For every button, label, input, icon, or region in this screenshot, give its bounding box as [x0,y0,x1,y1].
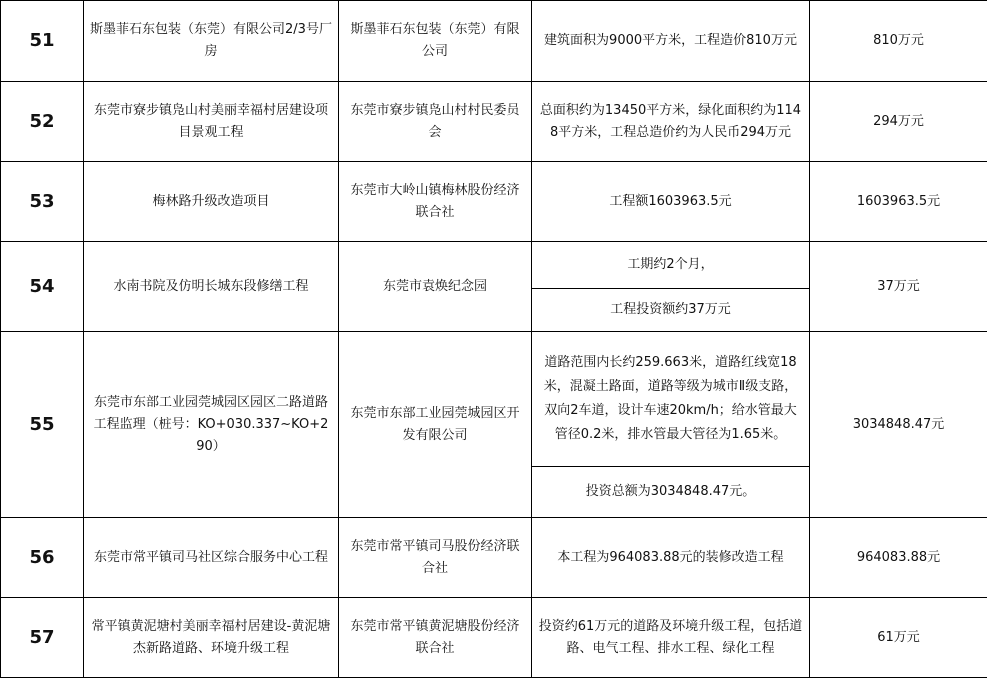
project-name: 东莞市寮步镇凫山村美丽幸福村居建设项目景观工程 [84,82,339,162]
construction-unit: 东莞市常平镇黄泥塘股份经济联合社 [339,598,532,678]
row-number: 55 [1,332,84,518]
row-number: 53 [1,162,84,242]
project-amount: 964083.88元 [810,518,987,598]
row-number: 57 [1,598,84,678]
project-name: 水南书院及仿明长城东段修缮工程 [84,242,339,332]
table-row [1,598,987,678]
project-amount: 1603963.5元 [810,162,987,242]
project-name: 常平镇黄泥塘村美丽幸福村居建设-黄泥塘杰新路道路、环境升级工程 [84,598,339,678]
row-number: 52 [1,82,84,162]
construction-unit: 东莞市寮步镇凫山村村民委员会 [339,82,532,162]
project-name: 东莞市常平镇司马社区综合服务中心工程 [84,518,339,598]
project-amount: 37万元 [810,242,987,332]
table-row [1,1,987,82]
construction-unit: 斯墨菲石东包装（东莞）有限公司 [339,1,532,82]
row-number: 54 [1,242,84,332]
project-amount: 294万元 [810,82,987,162]
table-row [1,518,987,598]
row-number: 51 [1,1,84,82]
project-name: 斯墨菲石东包装（东莞）有限公司2/3号厂房 [84,1,339,82]
project-description-investment: 投资总额为3034848.47元。 [532,467,810,518]
table-row [1,332,987,467]
row-number: 56 [1,518,84,598]
table-row [1,162,987,242]
table-row [1,242,987,289]
construction-unit: 东莞市东部工业园莞城园区开发有限公司 [339,332,532,518]
project-name: 东莞市东部工业园莞城园区园区二路道路工程监理（桩号：KO+030.337~KO+290） [84,332,339,518]
project-amount: 61万元 [810,598,987,678]
project-description: 本工程为964083.88元的装修改造工程 [532,518,810,598]
project-amount: 3034848.47元 [810,332,987,518]
project-description: 投资约61万元的道路及环境升级工程，包括道路、电气工程、排水工程、绿化工程 [532,598,810,678]
construction-unit: 东莞市袁焕纪念园 [339,242,532,332]
construction-unit: 东莞市常平镇司马股份经济联合社 [339,518,532,598]
project-amount: 810万元 [810,1,987,82]
project-description-details: 道路范围内长约259.663米，道路红线宽18米，混凝土路面，道路等级为城市Ⅱ级支路，双向2车道，设计车速20km/h；给水管最大管径0.2米，排水管最大管径为1.65米。 [532,332,810,467]
project-name: 梅林路升级改造项目 [84,162,339,242]
project-description-investment: 工程投资额约37万元 [532,289,810,332]
project-description: 总面积约为13450平方米，绿化面积约为1148平方米，工程总造价约为人民币294万元 [532,82,810,162]
project-description-duration: 工期约2个月， [532,242,810,289]
construction-unit: 东莞市大岭山镇梅林股份经济联合社 [339,162,532,242]
project-description: 工程额1603963.5元 [532,162,810,242]
project-description: 建筑面积为9000平方米，工程造价810万元 [532,1,810,82]
table-row [1,82,987,162]
